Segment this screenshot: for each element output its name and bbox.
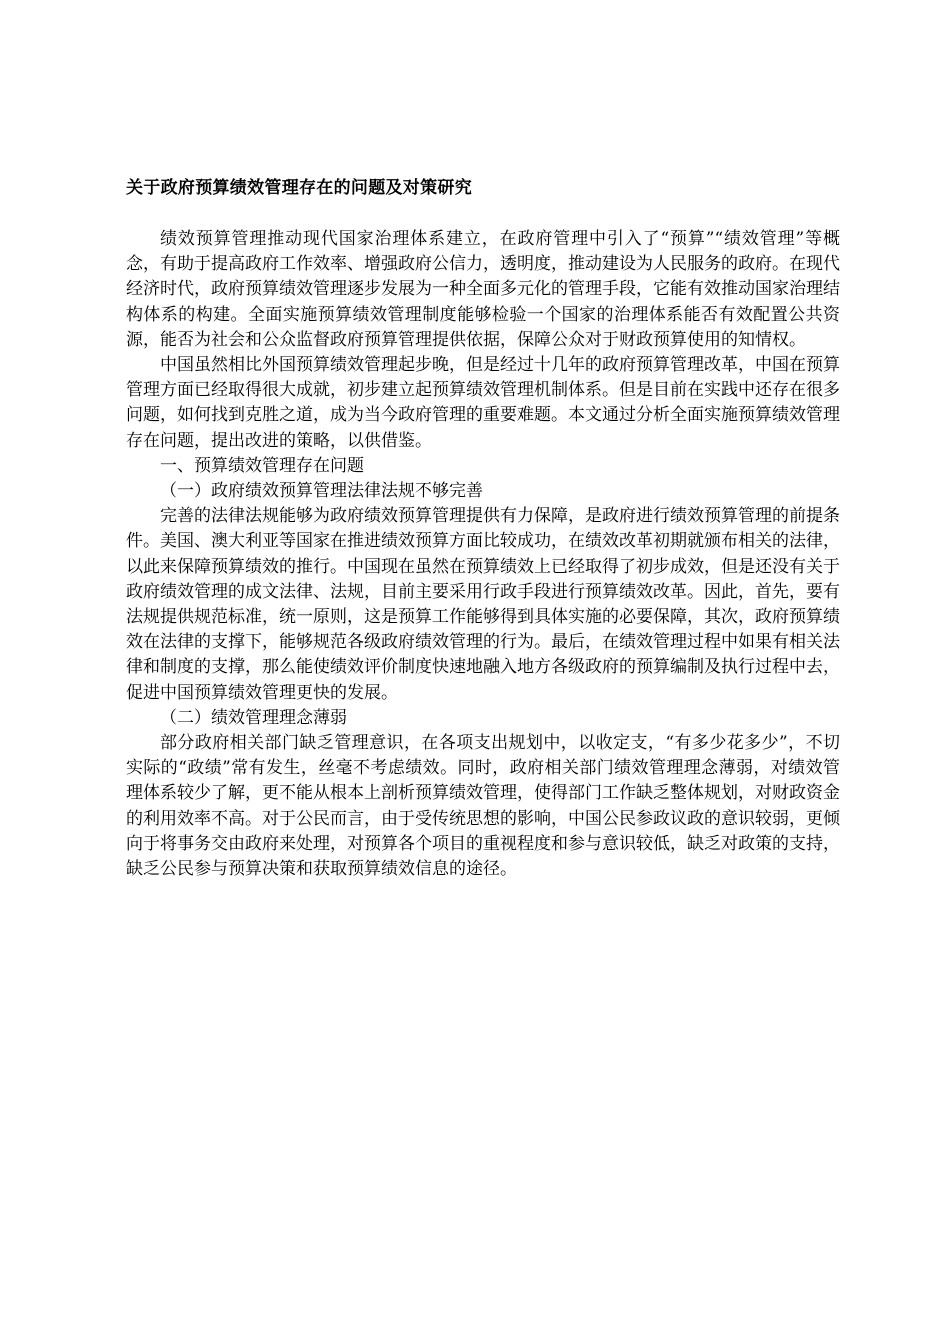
document-title: 关于政府预算绩效管理存在的问题及对策研究	[126, 178, 472, 198]
paragraph-background: 中国虽然相比外国预算绩效管理起步晚，但是经过十几年的政府预算管理改革，中国在预算管理方面已经取得很大成就，初步建立起预算绩效管理机制体系。但是目前在实践中还存在很多问题，如何找到克胜之道，成为当今政府管理的重要难题。本文通过分析全面实施预算绩效管理存在问题，提出改进的策略，以供借鉴。	[126, 355, 840, 451]
section-heading-problems: 一、预算绩效管理存在问题	[160, 455, 364, 476]
document-page	[126, 176, 840, 882]
paragraph-intro: 绩效预算管理推动现代国家治理体系建立，在政府管理中引入了“预算”“绩效管理”等概念，有助于提高政府工作效率、增强政府公信力，透明度，推动建设为人民服务的政府。在现代经济时代，政府预算绩效管理逐步发展为一种全面多元化的管理手段，它能有效推动国家治理结构体系的构建。全面实施预算绩效管理制度能够检验一个国家的治理体系能否有效配置公共资源，能否为社会和公众监督政府预算管理提供依据，保障公众对于财政预算使用的知情权。	[126, 229, 840, 350]
paragraph-concept: 部分政府相关部门缺乏管理意识，在各项支出规划中，以收定支，“有多少花多少”，不切实际的“政绩”常有发生，丝毫不考虑绩效。同时，政府相关部门绩效管理理念薄弱，对绩效管理体系较少了解，更不能从根本上剖析预算绩效管理，使得部门工作缺乏整体规划，对财政资金的利用效率不高。对于公民而言，由于受传统思想的影响，中国公民参政议政的意识较弱，更倾向于将事务交由政府来处理，对预算各个项目的重视程度和参与意识较低，缺乏对政策的支持，缺乏公民参与预算决策和获取预算绩效信息的途径。	[126, 733, 840, 880]
paragraph-laws: 完善的法律法规能够为政府绩效预算管理提供有力保障，是政府进行绩效预算管理的前提条件。美国、澳大利亚等国家在推进绩效预算方面比较成功，在绩效改革初期就颁布相关的法律，以此来保障预算绩效的推行。中国现在虽然在预算绩效上已经取得了初步成效，但是还没有关于政府绩效管理的成文法律、法规，目前主要采用行政手段进行预算绩效改革。因此，首先，要有法规提供规范标准，统一原则，这是预算工作能够得到具体实施的必要保障，其次，政府预算绩效在法律的支撑下，能够规范各级政府绩效管理的行为。最后，在绩效管理过程中如果有相关法律和制度的支撑，那么能使绩效评价制度快速地融入地方各级政府的预算编制及执行过程中去，促进中国预算绩效管理更快的发展。	[126, 506, 840, 703]
subsection-heading-laws: （一）政府绩效预算管理法律法规不够完善	[160, 481, 483, 502]
subsection-heading-concept: （二）绩效管理理念薄弱	[160, 707, 347, 728]
